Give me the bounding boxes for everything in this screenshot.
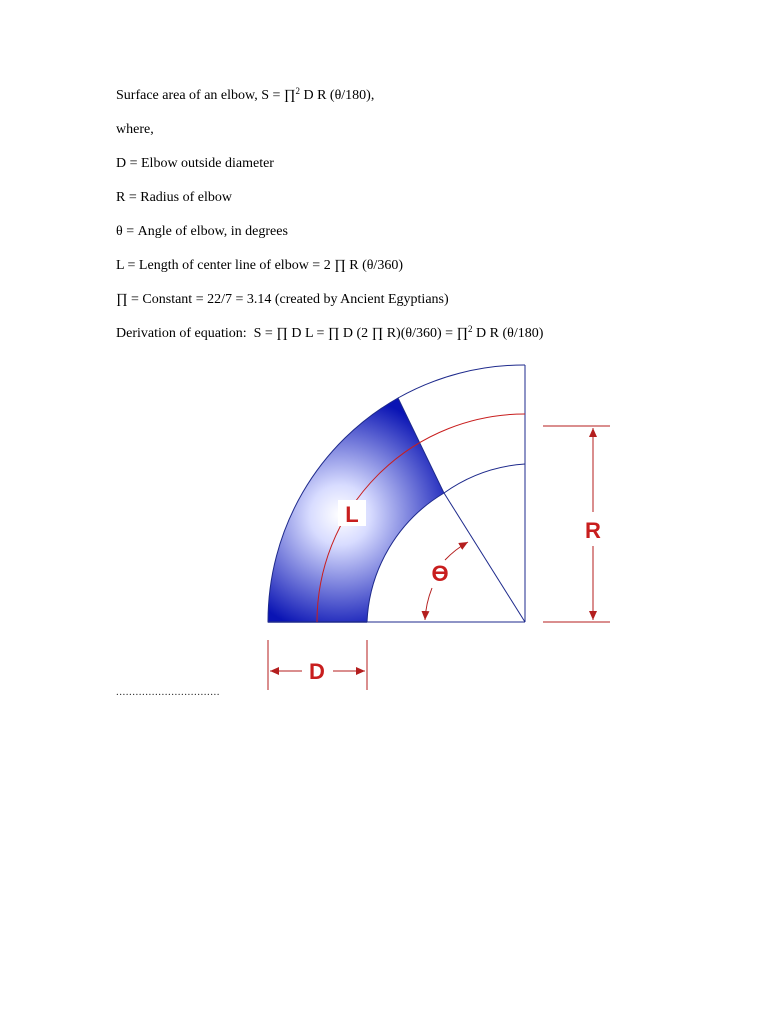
label-theta: Ө bbox=[431, 561, 449, 586]
definition-theta: θ = Angle of elbow, in degrees bbox=[116, 224, 288, 239]
angle-arrow-lower bbox=[425, 588, 432, 620]
definition-l: L = Length of center line of elbow = 2 ∏ R (θ/360) bbox=[116, 258, 403, 273]
angle-radial-line bbox=[444, 493, 525, 622]
derivation-equation: Derivation of equation: S = ∏ D L = ∏ D (2 ∏ R)(θ/360) = ∏$^2$ D R (θ/180) bbox=[116, 324, 544, 341]
label-d: D bbox=[309, 659, 325, 684]
definition-pi: ∏ = Constant = 22/7 = 3.14 (created by Ancient Egyptians) bbox=[116, 292, 449, 307]
text-where: where, bbox=[116, 122, 154, 137]
formula-surface-area: Surface area of an elbow, S = ∏$^2$ D R (θ/180), bbox=[116, 86, 375, 103]
elbow-inner-arc bbox=[444, 464, 525, 493]
label-r: R bbox=[585, 518, 601, 543]
angle-arrow-upper bbox=[445, 542, 468, 560]
label-l: L bbox=[345, 502, 359, 527]
definition-r: R = Radius of elbow bbox=[116, 190, 232, 205]
elbow-outer-arc bbox=[398, 365, 525, 398]
definition-d: D = Elbow outside diameter bbox=[116, 156, 274, 171]
dotted-leader: ................................ bbox=[116, 686, 220, 698]
